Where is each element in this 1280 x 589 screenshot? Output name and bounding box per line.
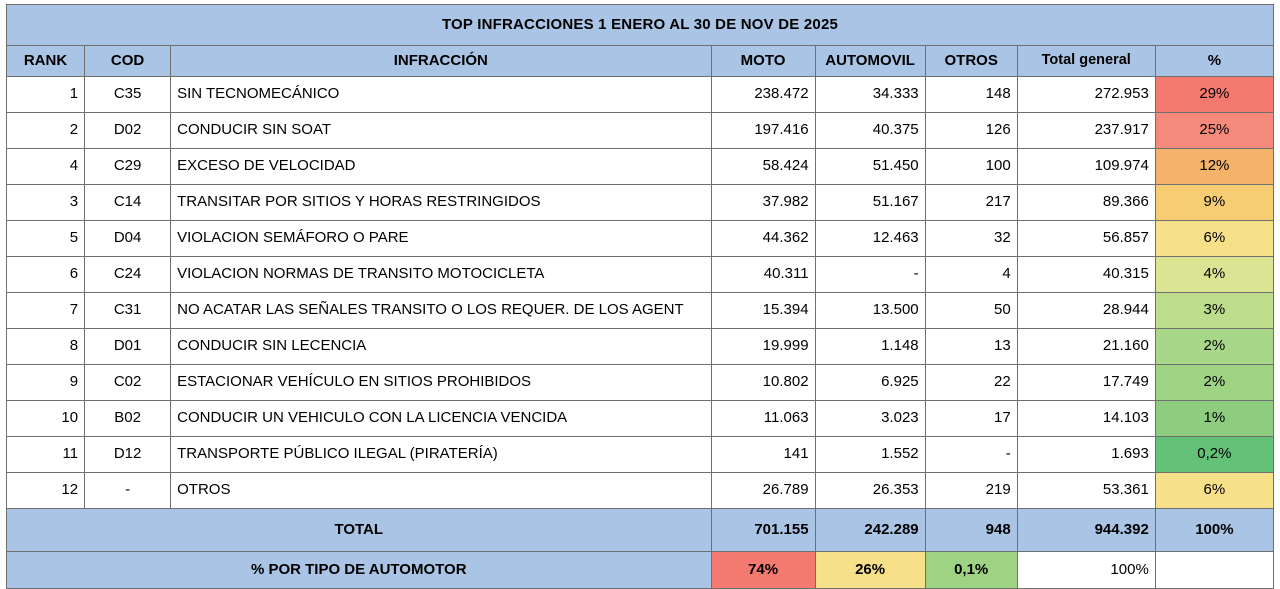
- total-automovil: 242.289: [815, 509, 925, 552]
- cell-infraccion: EXCESO DE VELOCIDAD: [171, 149, 711, 185]
- cell-rank: 12: [7, 473, 85, 509]
- cell-total: 53.361: [1017, 473, 1155, 509]
- cell-otros: 219: [925, 473, 1017, 509]
- cell-otros: 126: [925, 113, 1017, 149]
- cell-otros: 50: [925, 293, 1017, 329]
- cell-automovil: 1.148: [815, 329, 925, 365]
- cell-total: 109.974: [1017, 149, 1155, 185]
- cell-rank: 4: [7, 149, 85, 185]
- table-row: [7, 185, 1274, 221]
- cell-otros: 148: [925, 77, 1017, 113]
- cell-automovil: 12.463: [815, 221, 925, 257]
- cell-total: 40.315: [1017, 257, 1155, 293]
- cell-rank: 7: [7, 293, 85, 329]
- cell-moto: 197.416: [711, 113, 815, 149]
- total-row: [7, 509, 1274, 552]
- cell-moto: 238.472: [711, 77, 815, 113]
- cell-rank: 10: [7, 401, 85, 437]
- percent-total: 100%: [1017, 552, 1155, 589]
- cell-total: 14.103: [1017, 401, 1155, 437]
- cell-automovil: 51.167: [815, 185, 925, 221]
- cell-infraccion: NO ACATAR LAS SEÑALES TRANSITO O LOS REQUER. DE LOS AGENT: [171, 293, 711, 329]
- cell-moto: 141: [711, 437, 815, 473]
- cell-moto: 58.424: [711, 149, 815, 185]
- cell-infraccion: CONDUCIR SIN SOAT: [171, 113, 711, 149]
- cell-infraccion: TRANSPORTE PÚBLICO ILEGAL (PIRATERÍA): [171, 437, 711, 473]
- cell-cod: C35: [85, 77, 171, 113]
- cell-otros: 17: [925, 401, 1017, 437]
- cell-rank: 5: [7, 221, 85, 257]
- cell-cod: -: [85, 473, 171, 509]
- cell-cod: C31: [85, 293, 171, 329]
- cell-rank: 9: [7, 365, 85, 401]
- cell-total: 28.944: [1017, 293, 1155, 329]
- cell-total: 1.693: [1017, 437, 1155, 473]
- cell-total: 17.749: [1017, 365, 1155, 401]
- percent-otros: 0,1%: [925, 552, 1017, 589]
- cell-otros: 32: [925, 221, 1017, 257]
- cell-infraccion: CONDUCIR UN VEHICULO CON LA LICENCIA VENCIDA: [171, 401, 711, 437]
- title-row: [7, 5, 1274, 46]
- cell-rank: 11: [7, 437, 85, 473]
- table-row: [7, 149, 1274, 185]
- cell-percent: 1%: [1155, 401, 1273, 437]
- cell-cod: B02: [85, 401, 171, 437]
- cell-otros: 217: [925, 185, 1017, 221]
- cell-moto: 15.394: [711, 293, 815, 329]
- cell-moto: 44.362: [711, 221, 815, 257]
- cell-moto: 10.802: [711, 365, 815, 401]
- cell-rank: 6: [7, 257, 85, 293]
- cell-infraccion: SIN TECNOMECÁNICO: [171, 77, 711, 113]
- percent-automovil: 26%: [815, 552, 925, 589]
- cell-cod: D02: [85, 113, 171, 149]
- cell-percent: 12%: [1155, 149, 1273, 185]
- cell-automovil: 34.333: [815, 77, 925, 113]
- cell-total: 89.366: [1017, 185, 1155, 221]
- cell-percent: 2%: [1155, 329, 1273, 365]
- cell-automovil: 3.023: [815, 401, 925, 437]
- cell-total: 56.857: [1017, 221, 1155, 257]
- cell-infraccion: VIOLACION NORMAS DE TRANSITO MOTOCICLETA: [171, 257, 711, 293]
- cell-rank: 3: [7, 185, 85, 221]
- total-percent: 100%: [1155, 509, 1273, 552]
- cell-infraccion: OTROS: [171, 473, 711, 509]
- cell-otros: 100: [925, 149, 1017, 185]
- cell-rank: 2: [7, 113, 85, 149]
- cell-automovil: 1.552: [815, 437, 925, 473]
- column-header-cod: COD: [85, 46, 171, 77]
- table-row: [7, 293, 1274, 329]
- cell-cod: C02: [85, 365, 171, 401]
- page-title: TOP INFRACCIONES 1 ENERO AL 30 DE NOV DE 2025: [7, 5, 1274, 46]
- table-row: [7, 437, 1274, 473]
- cell-otros: -: [925, 437, 1017, 473]
- cell-automovil: 51.450: [815, 149, 925, 185]
- cell-percent: 2%: [1155, 365, 1273, 401]
- cell-automovil: -: [815, 257, 925, 293]
- table-row: [7, 401, 1274, 437]
- cell-cod: D01: [85, 329, 171, 365]
- cell-infraccion: VIOLACION SEMÁFORO O PARE: [171, 221, 711, 257]
- percent-moto: 74%: [711, 552, 815, 589]
- column-header-infraccion: INFRACCIÓN: [171, 46, 711, 77]
- cell-automovil: 13.500: [815, 293, 925, 329]
- column-header-moto: MOTO: [711, 46, 815, 77]
- cell-cod: C29: [85, 149, 171, 185]
- cell-percent: 25%: [1155, 113, 1273, 149]
- cell-percent: 3%: [1155, 293, 1273, 329]
- cell-rank: 8: [7, 329, 85, 365]
- total-general: 944.392: [1017, 509, 1155, 552]
- cell-percent: 0,2%: [1155, 437, 1273, 473]
- percent-row-label: % POR TIPO DE AUTOMOTOR: [7, 552, 712, 589]
- total-otros: 948: [925, 509, 1017, 552]
- cell-infraccion: CONDUCIR SIN LECENCIA: [171, 329, 711, 365]
- cell-total: 21.160: [1017, 329, 1155, 365]
- cell-percent: 9%: [1155, 185, 1273, 221]
- cell-otros: 4: [925, 257, 1017, 293]
- table-row: [7, 77, 1274, 113]
- cell-percent: 4%: [1155, 257, 1273, 293]
- column-header-automovil: AUTOMOVIL: [815, 46, 925, 77]
- cell-cod: C24: [85, 257, 171, 293]
- column-header-percent: %: [1155, 46, 1273, 77]
- infractions-table: [6, 4, 1274, 589]
- table-row: [7, 221, 1274, 257]
- cell-moto: 19.999: [711, 329, 815, 365]
- cell-infraccion: ESTACIONAR VEHÍCULO EN SITIOS PROHIBIDOS: [171, 365, 711, 401]
- cell-percent: 29%: [1155, 77, 1273, 113]
- cell-automovil: 6.925: [815, 365, 925, 401]
- cell-otros: 13: [925, 329, 1017, 365]
- cell-percent: 6%: [1155, 221, 1273, 257]
- table-row: [7, 365, 1274, 401]
- cell-otros: 22: [925, 365, 1017, 401]
- cell-cod: C14: [85, 185, 171, 221]
- table-row: [7, 473, 1274, 509]
- cell-total: 272.953: [1017, 77, 1155, 113]
- total-label: TOTAL: [7, 509, 712, 552]
- cell-moto: 11.063: [711, 401, 815, 437]
- total-moto: 701.155: [711, 509, 815, 552]
- cell-moto: 37.982: [711, 185, 815, 221]
- column-header-total: Total general: [1017, 46, 1155, 77]
- column-header-otros: OTROS: [925, 46, 1017, 77]
- cell-automovil: 26.353: [815, 473, 925, 509]
- cell-automovil: 40.375: [815, 113, 925, 149]
- cell-moto: 40.311: [711, 257, 815, 293]
- cell-percent: 6%: [1155, 473, 1273, 509]
- cell-moto: 26.789: [711, 473, 815, 509]
- cell-cod: D12: [85, 437, 171, 473]
- table-row: [7, 329, 1274, 365]
- cell-total: 237.917: [1017, 113, 1155, 149]
- cell-rank: 1: [7, 77, 85, 113]
- cell-infraccion: TRANSITAR POR SITIOS Y HORAS RESTRINGIDOS: [171, 185, 711, 221]
- table-row: [7, 113, 1274, 149]
- cell-cod: D04: [85, 221, 171, 257]
- header-row: [7, 46, 1274, 77]
- table-row: [7, 257, 1274, 293]
- column-header-rank: RANK: [7, 46, 85, 77]
